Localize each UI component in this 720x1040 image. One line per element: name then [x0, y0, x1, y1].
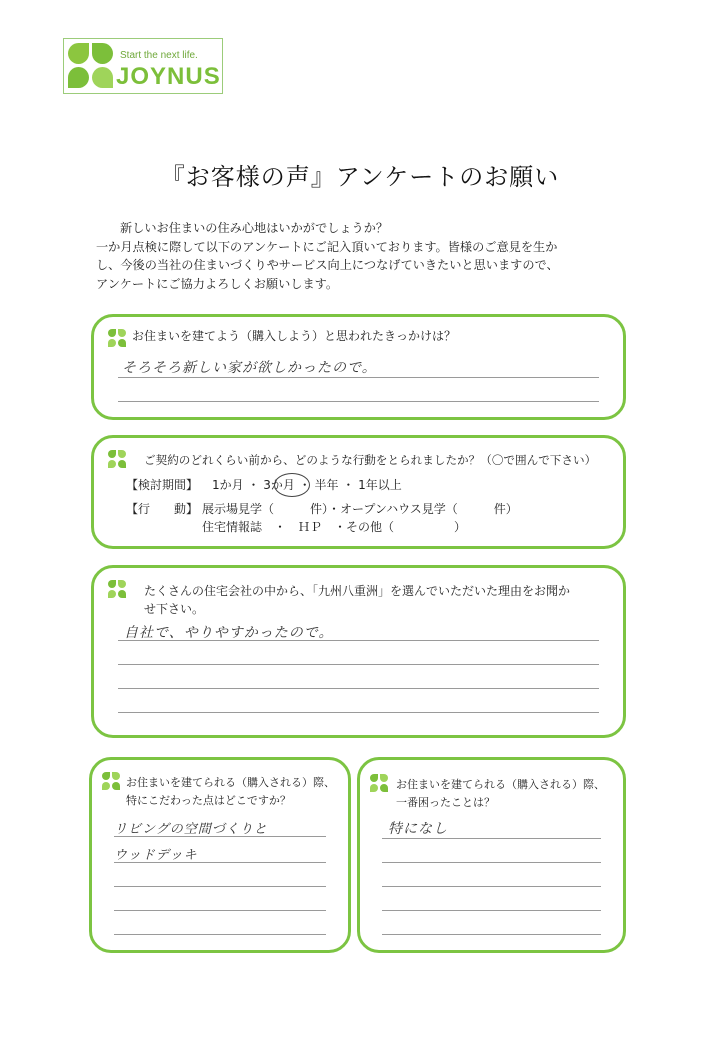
answer-line	[114, 836, 326, 837]
answer-line	[114, 934, 326, 935]
question-text-line1: たくさんの住宅会社の中から、「九州八重洲」を選んでいただいた理由をお聞か	[144, 584, 571, 598]
intro-line: し、今後の当社の住まいづくりやサービス向上につなげていきたいと思いますので、	[96, 258, 559, 272]
question-box-motivation	[91, 314, 626, 420]
answer-line	[118, 377, 599, 378]
clover-bullet-icon	[108, 580, 128, 600]
question-text: お住まいを建てよう（購入しよう）と思われたきっかけは？	[132, 329, 457, 343]
page-title: 『お客様の声』アンケートのお願い	[160, 163, 560, 191]
answer-line	[114, 886, 326, 887]
question-box-actions	[91, 435, 626, 549]
period-options: 1か月 ・ 3か月 ・ 半年 ・ 1年以上	[212, 478, 402, 492]
question-text-line2: 一番困ったことは？	[396, 796, 495, 809]
answer-line	[382, 886, 601, 887]
selected-option-circle	[274, 473, 310, 497]
clover-logo-icon	[68, 43, 114, 89]
answer-line	[118, 401, 599, 402]
clover-bullet-icon	[108, 329, 128, 349]
question-text: ご契約のどれくらい前から、どのような行動をとられましたか？（〇で囲んで下さい）	[144, 453, 597, 467]
action-options-line2: 住宅情報誌 ・ ＨＰ ・その他（ ）	[202, 520, 467, 534]
question-text-line1: お住まいを建てられる（購入される）際、	[126, 776, 335, 789]
company-logo	[63, 38, 223, 94]
answer-line	[382, 934, 601, 935]
handwritten-answer: 自社で、やりやすかったので。	[124, 625, 334, 641]
question-text-line2: せ下さい。	[144, 602, 205, 616]
answer-line	[114, 910, 326, 911]
intro-text	[96, 219, 656, 293]
handwritten-answer: そろそろ新しい家が欲しかったので。	[122, 360, 377, 376]
logo-brand: JOYNUS	[116, 63, 221, 90]
answer-line	[118, 688, 599, 689]
handwritten-answer-line1: リビングの空間づくりと	[114, 822, 268, 837]
clover-bullet-icon	[370, 774, 390, 794]
question-text-line2: 特にこだわった点はどこですか？	[126, 794, 291, 807]
answer-line	[114, 862, 326, 863]
answer-line	[382, 838, 601, 839]
handwritten-answer: 特になし	[388, 821, 448, 837]
action-label: 【行 動】	[126, 502, 199, 516]
answer-line	[382, 910, 601, 911]
action-options-line1: 展示場見学（ 件）・オープンハウス見学（ 件）	[202, 502, 518, 516]
answer-line	[118, 640, 599, 641]
clover-bullet-icon	[108, 450, 128, 470]
handwritten-answer-line2: ウッドデッキ	[114, 848, 198, 863]
question-box-focus	[89, 757, 351, 953]
question-text-line1: お住まいを建てられる（購入される）際、	[396, 778, 605, 791]
answer-line	[118, 712, 599, 713]
logo-tagline: Start the next life.	[120, 50, 198, 61]
intro-line: アンケートにご協力よろしくお願いします。	[96, 276, 339, 291]
answer-line	[118, 664, 599, 665]
intro-line: 一か月点検に際して以下のアンケートにご記入頂いております。皆様のご意見を生か	[96, 239, 558, 254]
intro-line: 新しいお住まいの住み心地はいかがでしょうか？	[120, 221, 389, 235]
period-label: 【検討期間】	[126, 478, 199, 492]
answer-line	[382, 862, 601, 863]
clover-bullet-icon	[102, 772, 122, 792]
question-box-reason	[91, 565, 626, 738]
question-box-difficulty	[357, 757, 626, 953]
